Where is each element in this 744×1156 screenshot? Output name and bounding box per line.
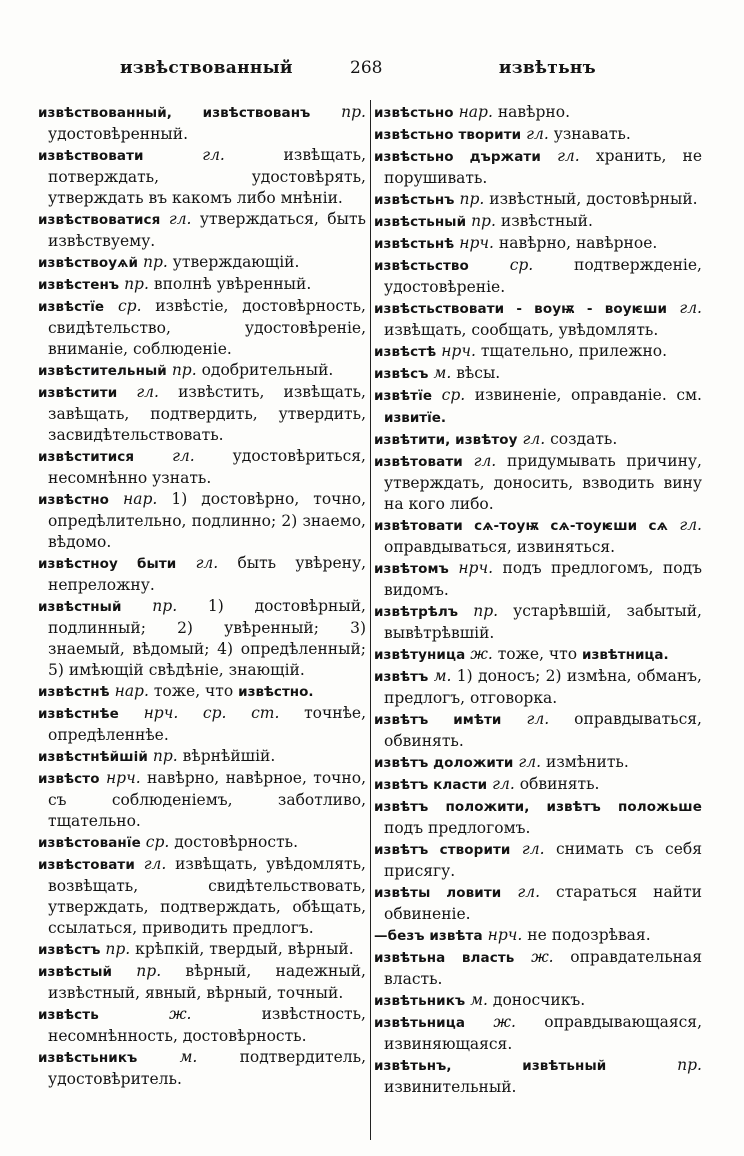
dictionary-entry [38, 553, 366, 596]
entry-headword: извѣствованный, извѣствованъ [38, 105, 311, 121]
entry-headword: извѣты ловити [374, 885, 502, 901]
dictionary-entry [374, 752, 702, 774]
entry-grammar-label: гл. [492, 775, 515, 793]
entry-grammar-label: нрч. ср. ст. [143, 704, 280, 722]
entry-headword: извѣстнѣе [38, 706, 119, 722]
dictionary-entry [38, 274, 366, 296]
entry-headword: извѣтовати [374, 454, 463, 470]
entry-definition: вѣрнѣйшій. [182, 747, 276, 765]
entry-definition: извѣщать, сообщать, увѣдомлять. [384, 321, 659, 339]
entry-grammar-label: ср. [117, 297, 142, 315]
entry-grammar-label: гл. [517, 883, 541, 901]
dictionary-entry [38, 296, 366, 360]
entry-grammar-label: нар. [114, 682, 149, 700]
entry-headword: извѣтьникъ [374, 993, 466, 1009]
entry-grammar-label: ж. [493, 1013, 516, 1031]
dictionary-entry [374, 925, 702, 947]
entry-headword: извѣстноу быти [38, 556, 177, 572]
entry-definition: извѣстіе, достовѣрность, свидѣтельство, удостовѣреніе, вниманіе, соблюденіе. [48, 297, 366, 358]
entry-definition: тщательно, прилежно. [480, 342, 668, 360]
dictionary-entry [374, 558, 702, 601]
entry-headword: извѣтъ класти [374, 777, 488, 793]
entry-definition: подтвердитель, удостовѣритель. [48, 1048, 366, 1088]
entry-headword: извѣтъ доложити [374, 755, 514, 771]
entry-headword: извѣстованїе [38, 835, 141, 851]
entry-definition: снимать съ себя присягу. [384, 840, 702, 880]
entry-headword: извѣстьно държати [374, 149, 541, 165]
entry-definition: оправдываться, обвинять. [384, 710, 702, 750]
dictionary-entry [374, 429, 702, 451]
entry-definition: извѣщать, потверждать, удостовѣрять, утверждать въ какомъ либо мнѣніи. [48, 146, 366, 207]
dictionary-entry [374, 796, 702, 839]
entry-definition: оправдываться, извиняться. [384, 538, 616, 556]
entry-headword: извѣтуница [374, 647, 466, 663]
entry-definition: вполнѣ увѣренный. [153, 275, 312, 293]
entry-headword: извѣстнѣйшій [38, 749, 148, 765]
entry-grammar-label: пр. [341, 103, 366, 121]
header-left-guideword: извѣствованный [120, 58, 293, 78]
entry-headword: извѣтити, извѣтоу [374, 432, 518, 448]
dictionary-entry [38, 1047, 366, 1090]
entry-definition: 1) достовѣрно, точно, опредѣлительно, подлинно; 2) знаемо, вѣдомо. [48, 490, 366, 551]
entry-definition: крѣпкій, твердый, вѣрный. [135, 940, 354, 958]
left-column [38, 102, 366, 1090]
entry-headword: извѣтьна власть [374, 950, 515, 966]
entry-grammar-label: гл. [521, 840, 545, 858]
entry-definition: навѣрно. [497, 103, 571, 121]
entry-grammar-label: пр. [459, 190, 485, 208]
entry-cross-reference: извитїе. [384, 410, 447, 426]
entry-definition: подъ предлогомъ. [384, 819, 531, 837]
entry-grammar-label: пр. [471, 212, 496, 230]
entry-cross-reference: извѣтница. [582, 647, 669, 663]
entry-grammar-label: гл. [679, 299, 702, 317]
entry-definition: извѣстность, несомнѣнность, достовѣрность. [48, 1005, 366, 1045]
entry-definition: подтвержденіе, удостовѣреніе. [384, 256, 702, 296]
entry-definition: узнавать. [553, 125, 631, 143]
dictionary-entry [374, 189, 702, 211]
dictionary-entry [38, 746, 366, 768]
entry-grammar-label: гл. [136, 383, 159, 401]
entry-grammar-label: гл. [679, 516, 702, 534]
dictionary-entry [38, 382, 366, 446]
dictionary-entry [38, 446, 366, 489]
entry-definition: 1) достовѣрный, подлинный; 2) увѣренный; 3) знаемый, вѣдомый; 4) опредѣленный; 5) имѣющій свѣдѣніе, знающій. [48, 597, 366, 679]
entry-grammar-label: гл. [526, 710, 550, 728]
entry-grammar-label: ср. [509, 256, 534, 274]
entry-definition: измѣнить. [545, 753, 629, 771]
entry-headword: извѣтъ положити, извѣтъ положьше [374, 799, 702, 815]
dictionary-entry [374, 1012, 702, 1055]
right-column [374, 102, 702, 1098]
entry-definition: устарѣвшій, забытый, вывѣтрѣвшій. [384, 602, 702, 642]
dictionary-entry [38, 961, 366, 1004]
entry-grammar-label: пр. [152, 597, 178, 615]
entry-definition: удостовѣриться, несомнѣнно узнать. [48, 447, 366, 487]
dictionary-entry [38, 939, 366, 961]
dictionary-entry [374, 990, 702, 1012]
entry-definition: навѣрно, навѣрное. [498, 234, 658, 252]
entry-grammar-label: гл. [518, 753, 542, 771]
entry-definition: оправдательная власть. [384, 948, 702, 988]
dictionary-entry [374, 363, 702, 385]
dictionary-entry [374, 515, 702, 558]
entry-grammar-label: пр. [473, 602, 499, 620]
entry-headword: извѣстѣ [374, 344, 437, 360]
entry-headword: извѣтъ створити [374, 842, 511, 858]
entry-headword: извѣстьно [374, 105, 454, 121]
entry-headword: извѣстый [38, 964, 113, 980]
entry-grammar-label: пр. [124, 275, 149, 293]
entry-grammar-label: пр. [142, 253, 168, 271]
entry-grammar-label: м. [433, 364, 452, 382]
dictionary-entry [374, 666, 702, 709]
dictionary-entry [374, 451, 702, 515]
entry-grammar-label: ж. [168, 1005, 192, 1023]
entry-grammar-label: нар. [123, 490, 158, 508]
entry-headword: извѣстный [38, 599, 122, 615]
dictionary-entry [38, 209, 366, 252]
entry-grammar-label: гл. [557, 147, 580, 165]
dictionary-entry [38, 360, 366, 382]
entry-definition: оправдывающаяся, извиняющаяся. [384, 1013, 702, 1053]
entry-grammar-label: нар. [458, 103, 493, 121]
entry-definition: извѣстный. [500, 212, 593, 230]
entry-definition: быть увѣрену, непреложну. [48, 554, 367, 594]
entry-definition: утверждающій. [172, 253, 300, 271]
entry-headword: извѣтъ имѣти [374, 712, 502, 728]
entry-headword: извѣстъ [38, 942, 101, 958]
entry-grammar-label: нрч. [459, 234, 494, 252]
entry-headword: извѣствовати [38, 148, 144, 164]
entry-headword: извѣстьствовати - воуѭ - воуѥши [374, 301, 668, 317]
entry-definition: тоже, что [153, 682, 234, 700]
entry-grammar-label: гл. [202, 146, 225, 164]
entry-headword: извѣсть [38, 1007, 99, 1023]
entry-grammar-label: гл. [473, 452, 497, 470]
entry-definition: не подозрѣвая. [527, 926, 651, 944]
entry-headword: извѣстьнѣ [374, 236, 455, 252]
entry-definition: подъ предлогомъ, подъ видомъ. [384, 559, 702, 599]
dictionary-entry [374, 124, 702, 146]
entry-cross-reference: извѣстно. [238, 684, 314, 700]
dictionary-entry [38, 145, 366, 209]
entry-headword: извѣстьный [374, 214, 467, 230]
page-number: 268 [350, 58, 383, 78]
entry-headword: извѣствоуѧй [38, 255, 139, 271]
entry-grammar-label: м. [470, 991, 488, 1009]
entry-headword: извѣсто [38, 771, 100, 787]
entry-headword: извѣсъ [374, 366, 429, 382]
entry-headword: извѣствоватися [38, 212, 161, 228]
dictionary-entry [374, 211, 702, 233]
dictionary-entry [38, 854, 366, 939]
dictionary-entry [374, 947, 702, 990]
entry-definition: извиненіе, оправданіе. см. [474, 386, 702, 404]
entry-headword: извѣстно [38, 492, 110, 508]
entry-definition: утверждаться, быть извѣствуему. [48, 210, 366, 250]
entry-definition: создать. [550, 430, 618, 448]
dictionary-entry [38, 681, 366, 703]
entry-grammar-label: нрч. [487, 926, 523, 944]
entry-grammar-label: гл. [168, 210, 192, 228]
entry-grammar-label: м. [433, 667, 452, 685]
dictionary-entry [374, 1055, 702, 1098]
entry-grammar-label: нрч. [458, 559, 494, 577]
entry-grammar-label: пр. [105, 940, 131, 958]
entry-grammar-label: ж. [470, 645, 493, 663]
entry-definition: тоже, что [497, 645, 578, 663]
header-right-guideword: извѣтьнъ [498, 58, 596, 78]
entry-definition: стараться найти обвиненіе. [384, 883, 702, 923]
entry-headword: извѣстьство [374, 258, 469, 274]
entry-headword: извѣстїе [38, 299, 105, 315]
entry-headword: извѣтьнъ, извѣтьный [374, 1058, 607, 1074]
entry-headword: извѣтовати сѧ-тоуѭ сѧ-тоуѥши сѧ [374, 518, 668, 534]
dictionary-entry [38, 1004, 366, 1047]
entry-grammar-label: м. [179, 1048, 198, 1066]
dictionary-entry [374, 233, 702, 255]
dictionary-entry [38, 252, 366, 274]
entry-headword: —безъ извѣта [374, 928, 483, 944]
entry-definition: навѣрно, навѣрное, точно, съ соблюденіемъ, заботливо, тщательно. [48, 769, 366, 830]
entry-grammar-label: пр. [136, 962, 162, 980]
page-header [38, 58, 706, 84]
entry-grammar-label: гл. [195, 554, 219, 572]
entry-headword: извѣтїе [374, 388, 433, 404]
entry-definition: извѣстный, достовѣрный. [489, 190, 698, 208]
entry-headword: извѣтъ [374, 669, 429, 685]
dictionary-entry [374, 644, 702, 666]
entry-grammar-label: гл. [172, 447, 195, 465]
entry-headword: извѣстенъ [38, 277, 120, 293]
entry-grammar-label: нрч. [441, 342, 476, 360]
entry-definition: удостовѣренный. [48, 125, 189, 143]
entry-headword: извѣтьница [374, 1015, 466, 1031]
entry-grammar-label: гл. [143, 855, 167, 873]
dictionary-entry [374, 774, 702, 796]
dictionary-entry [374, 102, 702, 124]
entry-headword: извѣстительный [38, 363, 167, 379]
entry-definition: извинительный. [384, 1078, 517, 1096]
entry-definition: хранить, не порушивать. [384, 147, 703, 187]
entry-grammar-label: ж. [531, 948, 554, 966]
entry-headword: извѣтомъ [374, 561, 449, 577]
dictionary-entry [38, 596, 366, 681]
entry-definition: придумывать причину, утверждать, доносить, взводить вину на кого либо. [384, 452, 702, 513]
entry-definition: доносчикъ. [492, 991, 586, 1009]
entry-grammar-label: нрч. [105, 769, 141, 787]
entry-definition: 1) доносъ; 2) измѣна, обманъ, предлогъ, отговорка. [384, 667, 702, 707]
entry-grammar-label: ср. [145, 833, 170, 851]
dictionary-entry [374, 298, 702, 341]
entry-definition: достовѣрность. [174, 833, 299, 851]
dictionary-entry [374, 601, 702, 644]
entry-headword: извѣстовати [38, 857, 135, 873]
entry-definition: одобрительный. [201, 361, 334, 379]
dictionary-entry [38, 703, 366, 746]
entry-headword: извѣтрѣлъ [374, 604, 459, 620]
dictionary-entry [38, 102, 366, 145]
entry-headword: извѣстнѣ [38, 684, 110, 700]
entry-grammar-label: гл. [526, 125, 549, 143]
column-divider [370, 100, 371, 1140]
entry-definition: извѣстить, извѣщать, завѣщать, подтвердить, утвердить, засвидѣтельствовать. [48, 383, 366, 444]
entry-grammar-label: гл. [522, 430, 546, 448]
entry-grammar-label: пр. [152, 747, 178, 765]
dictionary-entry [374, 882, 702, 925]
entry-grammar-label: пр. [677, 1056, 702, 1074]
dictionary-entry [374, 385, 702, 429]
entry-headword: извѣстьно творити [374, 127, 522, 143]
entry-definition: обвинять. [519, 775, 600, 793]
entry-headword: извѣстьнъ [374, 192, 455, 208]
dictionary-entry [374, 709, 702, 752]
entry-definition: вѣрный, надежный, извѣстный, явный, вѣрный, точный. [48, 962, 366, 1002]
entry-headword: извѣстьникъ [38, 1050, 138, 1066]
dictionary-entry [374, 255, 702, 298]
entry-grammar-label: ср. [441, 386, 466, 404]
dictionary-entry [374, 341, 702, 363]
dictionary-entry [38, 768, 366, 832]
dictionary-entry [38, 489, 366, 553]
entry-definition: извѣщать, увѣдомлять, возвѣщать, свидѣтельствовать, утверждать, подтверждать, обѣщать, ссылаться, приводить предлогъ. [48, 855, 366, 937]
dictionary-entry [38, 832, 366, 854]
entry-definition: вѣсы. [456, 364, 501, 382]
entry-headword: извѣститися [38, 449, 135, 465]
dictionary-entry [374, 146, 702, 189]
entry-definition: точнѣе, опредѣленнѣе. [48, 704, 367, 744]
entry-headword: извѣстити [38, 385, 118, 401]
dictionary-entry [374, 839, 702, 882]
entry-grammar-label: пр. [171, 361, 197, 379]
